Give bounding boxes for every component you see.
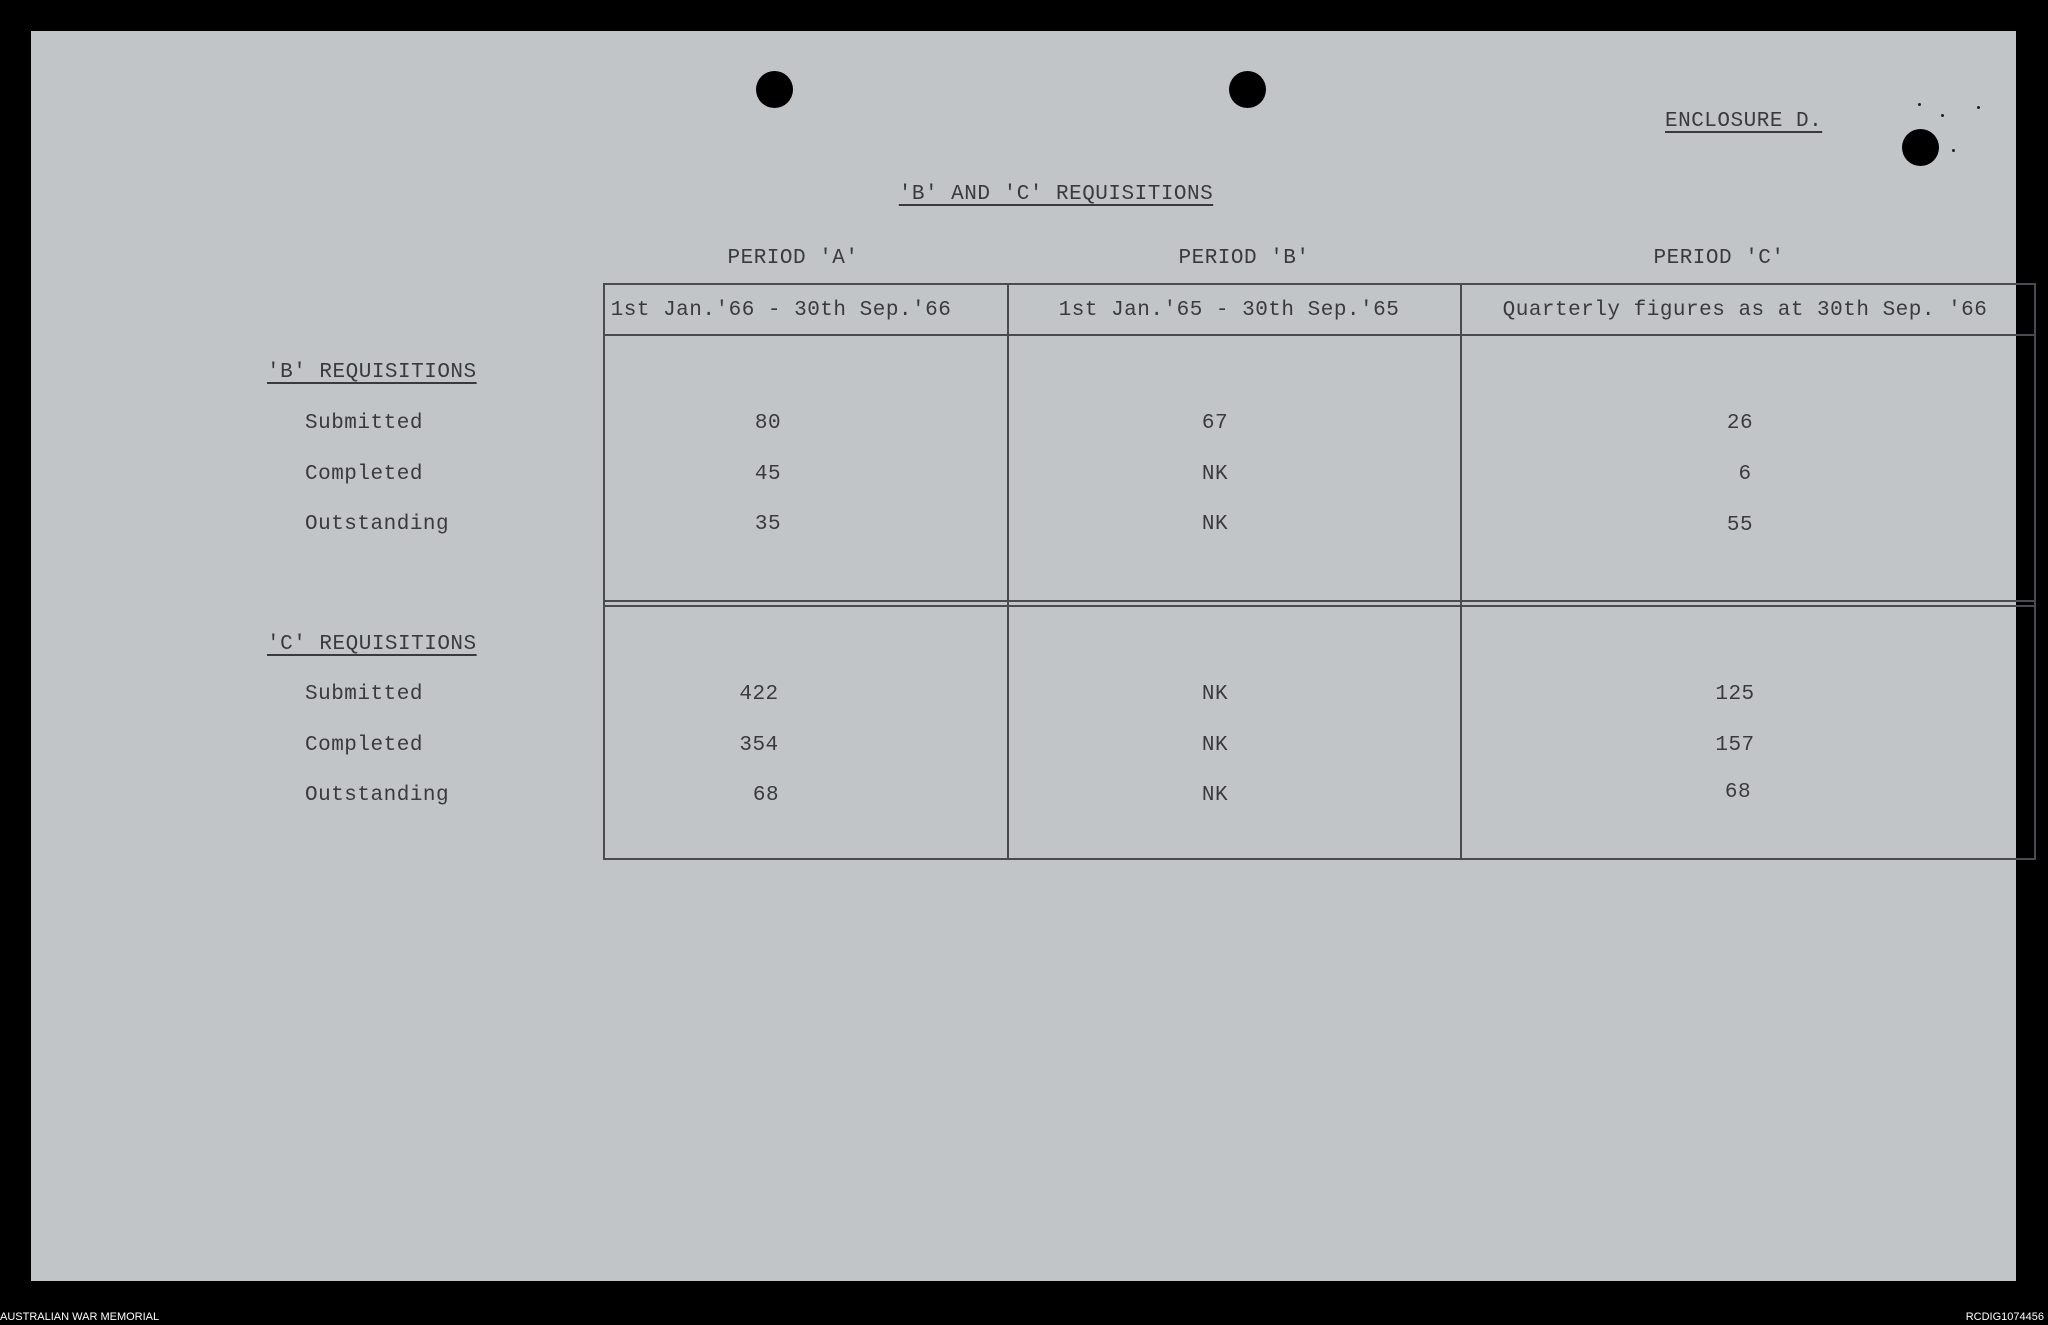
footer-institution: AUSTRALIAN WAR MEMORIAL (0, 1311, 160, 1323)
table-border-right (2034, 283, 2036, 860)
row-label: Submitted (305, 412, 423, 435)
table-column-divider (1460, 283, 1462, 860)
table-cell: NK (1201, 784, 1229, 807)
table-cell: 68 (752, 784, 780, 807)
row-label: Outstanding (305, 513, 450, 536)
table-cell: 67 (1201, 412, 1229, 435)
table-cell: 68 (1724, 781, 1752, 804)
paper-speck (1977, 106, 1980, 109)
footer-item-id: RCDIG1074456 (1965, 1311, 2044, 1323)
paper-speck (1952, 149, 1955, 152)
table-cell: NK (1201, 734, 1229, 757)
section-title-c: 'C' REQUISITIONS (267, 633, 477, 656)
table-cell: 157 (1715, 734, 1755, 757)
table-cell: NK (1201, 513, 1229, 536)
row-label: Outstanding (305, 784, 450, 807)
table-section-divider (603, 600, 2034, 602)
table-border-bottom (603, 858, 2034, 860)
period-c-heading: PERIOD 'C' (1653, 247, 1785, 270)
punch-hole (1902, 129, 1939, 166)
enclosure-label: ENCLOSURE D. (1665, 110, 1823, 133)
table-cell: 354 (739, 734, 779, 757)
table-cell: 26 (1726, 412, 1754, 435)
period-a-range: 1st Jan.'66 - 30th Sep.'66 (610, 299, 952, 322)
table-cell: 35 (754, 513, 782, 536)
table-header-divider (603, 334, 2036, 336)
table-border-left (603, 283, 605, 860)
paper-speck (1918, 103, 1921, 106)
table-column-divider (1007, 283, 1009, 860)
paper-speck (1941, 114, 1944, 117)
table-cell: 6 (1738, 463, 1752, 486)
document-title: 'B' AND 'C' REQUISITIONS (898, 183, 1214, 206)
table-cell: 45 (754, 463, 782, 486)
table-cell: NK (1201, 683, 1229, 706)
table-cell: 80 (754, 412, 782, 435)
row-label: Submitted (305, 683, 423, 706)
table-cell: 125 (1715, 683, 1755, 706)
punch-hole (756, 71, 793, 108)
period-c-range: Quarterly figures as at 30th Sep. '66 (1502, 299, 1988, 322)
table-section-divider (603, 605, 2034, 607)
row-label: Completed (305, 734, 423, 757)
table-cell: NK (1201, 463, 1229, 486)
table-cell: 422 (739, 683, 779, 706)
document-page (31, 31, 2016, 1281)
punch-hole (1229, 71, 1266, 108)
period-b-heading: PERIOD 'B' (1178, 247, 1310, 270)
period-b-range: 1st Jan.'65 - 30th Sep.'65 (1058, 299, 1400, 322)
table-cell: 55 (1726, 514, 1754, 537)
row-label: Completed (305, 463, 423, 486)
period-a-heading: PERIOD 'A' (727, 247, 859, 270)
section-title-b: 'B' REQUISITIONS (267, 361, 477, 384)
table-border-top (603, 283, 2036, 285)
